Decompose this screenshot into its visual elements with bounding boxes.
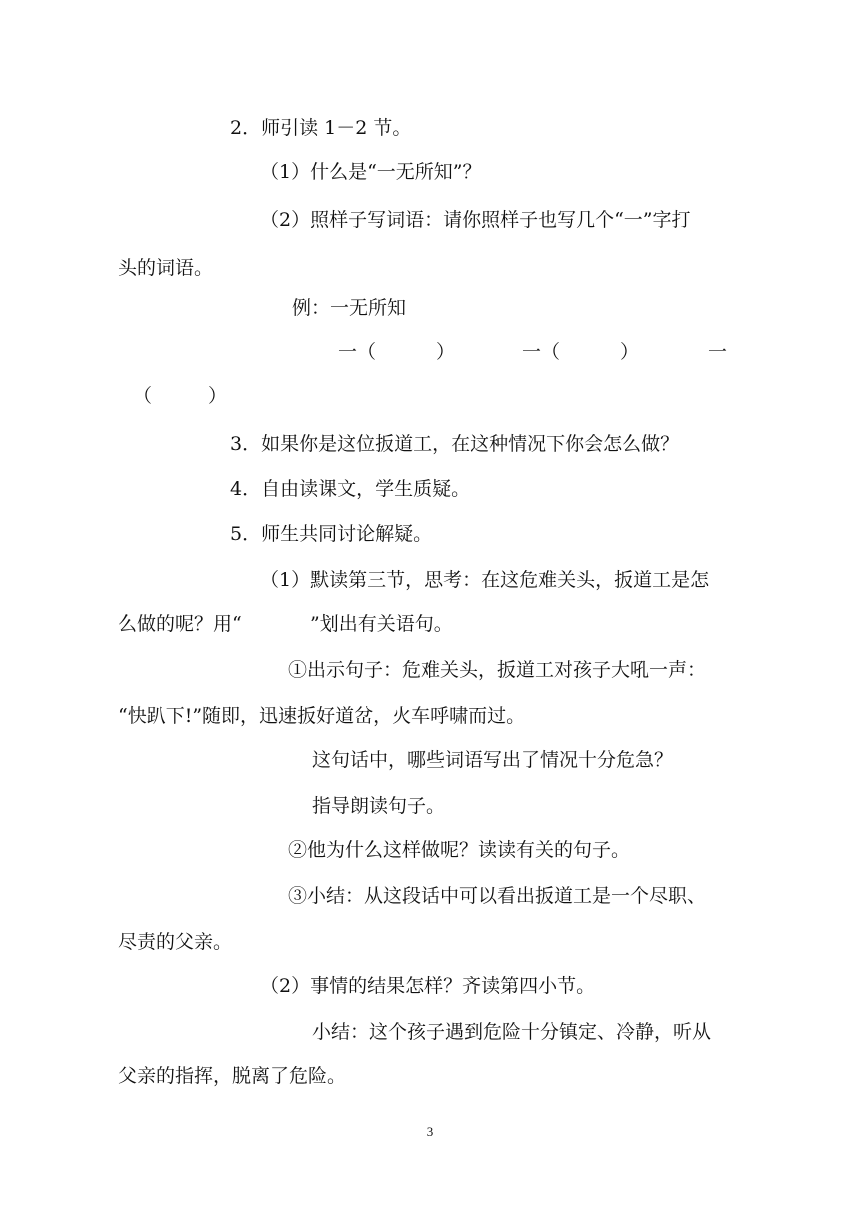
blank-2-close: ） — [620, 341, 640, 363]
example-line: 例：一无所知 — [292, 297, 407, 319]
blank-3-open: （ — [133, 385, 153, 407]
question-2-line-2: 头的词语。 — [118, 257, 214, 279]
blank-3-close: ） — [208, 385, 228, 407]
step-4: 4．自由读课文，学生质疑。 — [230, 478, 471, 500]
question-2-line-1: （2）照样子写词语：请你照样子也写几个“一”字打 — [260, 209, 691, 231]
blank-2-open: 一（ — [522, 341, 561, 363]
sub-question-2: （2）事情的结果怎样？齐读第四小节。 — [260, 975, 596, 997]
step-2-heading: 2．师引读 1－2 节。 — [230, 117, 412, 139]
prompt-read-aloud: 指导朗读句子。 — [312, 795, 446, 817]
blank-3-prefix: 一 — [708, 341, 728, 363]
sentence-display-line-1: ①出示句子：危难关头，扳道工对孩子大吼一声： — [288, 659, 707, 681]
blank-1-open: 一（ — [338, 341, 377, 363]
page-number: 3 — [426, 1124, 434, 1139]
sentence-display-line-2: “快趴下!”随即，迅速扳好道岔，火车呼啸而过。 — [118, 705, 526, 727]
step-3: 3．如果你是这位扳道工，在这种情况下你会怎么做？ — [230, 433, 680, 455]
summary-1-line-1: ③小结：从这段话中可以看出扳道工是一个尽职、 — [288, 885, 707, 907]
sub-question-1-line-1: （1）默读第三节，思考：在这危难关头，扳道工是怎 — [260, 569, 710, 591]
why-question: ②他为什么这样做呢？读读有关的句子。 — [288, 839, 631, 861]
step-5: 5．师生共同讨论解疑。 — [230, 523, 433, 545]
summary-2-line-1: 小结：这个孩子遇到危险十分镇定、冷静，听从 — [312, 1021, 712, 1043]
blank-1-close: ） — [436, 341, 456, 363]
sub-question-1-line-2b: ”划出有关语句。 — [310, 613, 453, 635]
question-1: （1）什么是“一无所知”？ — [260, 161, 482, 183]
summary-1-line-2: 尽责的父亲。 — [118, 931, 233, 953]
summary-2-line-2: 父亲的指挥，脱离了危险。 — [118, 1065, 347, 1087]
prompt-words: 这句话中，哪些词语写出了情况十分危急？ — [312, 749, 674, 771]
sub-question-1-line-2a: 么做的呢？用“ — [118, 613, 242, 635]
